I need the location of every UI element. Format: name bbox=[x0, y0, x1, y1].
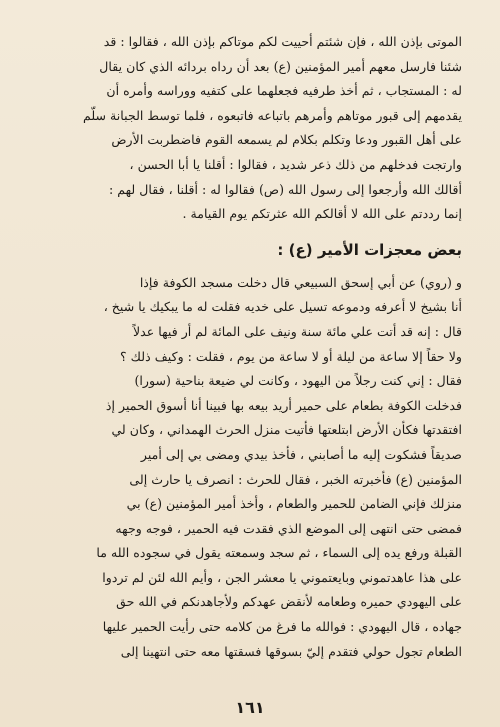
text-line: على هذا عاهدتموني وبايعتموني يا معشر الجن ، وأيم الله لئن لم تردوا bbox=[102, 569, 462, 585]
text-line: الطعام تجول حولي فتقدم إليّ بسوقها فسقتها معه حتى انتهينا إلى bbox=[120, 643, 462, 659]
page-number: ١٦١ bbox=[235, 698, 265, 717]
paragraph-2 bbox=[42, 271, 462, 665]
text-line: إنما رددتم على الله لا أقالكم الله عثرتكم يوم القيامة . bbox=[182, 206, 462, 222]
text-line: على اليهودي حميره وطعامه لأنقض عهدكم ولأجاهدنكم في الله حق bbox=[116, 594, 462, 610]
text-line: ولا حقاً إلا ساعة من ليلة أو لا ساعة من يوم ، فقلت : وكيف ذلك ؟ bbox=[120, 348, 462, 364]
text-line: له : المستجاب ، ثم أخذ طرفيه فجعلهما على كتفيه ووراسه وأمره أن bbox=[106, 83, 462, 99]
section-heading: بعض معجزات الأمير (ع) : bbox=[277, 240, 462, 259]
text-line: و (روي) عن أبي إسحق السبيعي قال دخلت مسجد الكوفة فإذا bbox=[139, 274, 462, 290]
text-line: شئنا فارسل معهم أمير المؤمنين (ع) بعد أن رداه بردائه الذي كان يقال bbox=[99, 58, 462, 74]
text-line: فمضى حتى انتهى إلى الموضع الذي فقدت فيه الحمير ، فوجه وجهه bbox=[115, 520, 462, 536]
text-line: المؤمنين (ع) فأخبرته الخبر ، فقال للحرث : انصرف يا حارث إلى bbox=[129, 471, 462, 487]
text-line: القبلة ورفع يده إلى السماء ، ثم سجد وسمعته يقول في سجوده الله ما bbox=[96, 545, 462, 561]
paragraph-1 bbox=[42, 30, 462, 227]
text-line: منزلك فإني الضامن للحمير والطعام ، وأخذ أمير المؤمنين (ع) بي bbox=[126, 496, 462, 512]
text-line: الموتى بإذن الله ، فإن شئتم أحييت لكم موتاكم بإذن الله ، فقالوا : قد bbox=[103, 34, 462, 49]
text-line: أنا بشيخ لا أعرفه ودموعه تسيل على خديه فقلت له ما يبكيك يا شيخ ، bbox=[103, 299, 462, 315]
text-line: فدخلت الكوفة بطعام على حمير أريد بيعه بها فبينا أنا أسوق الحمير إذ bbox=[105, 397, 462, 413]
text-line: على أهل القبور ودعا وتكلم بكلام لم يسمعه القوم فاضطربت الأرض bbox=[111, 132, 462, 148]
text-line: وارتجت فدخلهم من ذلك ذعر شديد ، فقالوا : أقلنا يا أبا الحسن ، bbox=[129, 156, 462, 172]
text-line: فقال : إني كنت رجلاً من اليهود ، وكانت لي ضيعة بناحية (سورا) bbox=[134, 373, 462, 389]
text-line: افتقدتها فكأن الأرض ابتلعتها فأتيت منزل الحرث الهمداني ، وكان لي bbox=[111, 422, 462, 438]
text-line: جهاده ، قال اليهودي : فوالله ما فرغ من كلامه حتى رأيت الحمير عليها bbox=[102, 619, 462, 635]
text-line: قال : إنه قد أتت علي مائة سنة ونيف على المائة لم أر فيها عدلاً bbox=[132, 323, 462, 339]
text-line: صديقاً فشكوت إليه ما أصابني ، فأخذ بيدي ومضى بي إلى أمير bbox=[140, 446, 462, 462]
text-line: يقدمهم إلى قبور موتاهم وأمرهم باتباعه فاتبعوه ، فلما توسط الجبانة سلّم bbox=[82, 107, 462, 123]
text-line: أقالك الله وأرجعوا إلى رسول الله (ص) فقالوا له : أقلنا ، فقال لهم : bbox=[108, 181, 462, 197]
